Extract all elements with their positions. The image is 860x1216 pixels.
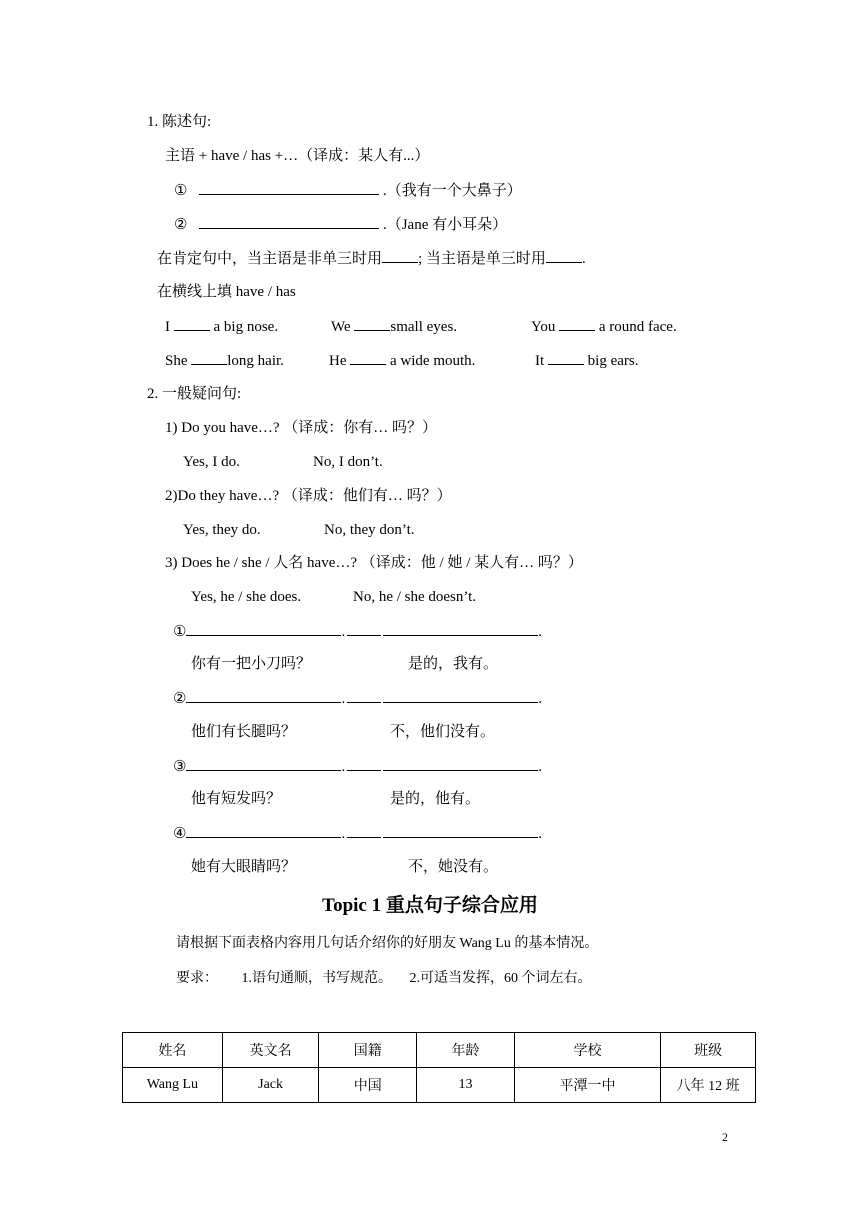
fill-subject: It [535,353,545,369]
translation-exercise-line: ① . . [173,621,542,642]
answer-yes-2: Yes, they do. [183,522,261,538]
exercise-line-2 [174,214,507,235]
fill-object: small eyes. [390,319,458,335]
table-header: 学校 [514,1033,660,1068]
exercise-number: ② [174,217,188,233]
fill-item [165,316,278,337]
fill-object: big ears. [587,353,639,369]
fill-item [331,316,457,337]
fill-subject: I [165,319,170,335]
question-pattern-2: 2)Do they have…? （译成：他们有… 吗？） [165,488,452,504]
answer-no-1: No, I don’t. [313,454,383,470]
fill-object: long hair. [227,353,284,369]
table-cell: Wang Lu [123,1068,223,1103]
answer-no-2: No, they don’t. [324,522,415,538]
answer-blank[interactable] [383,688,538,703]
fill-blank[interactable] [559,316,595,331]
fill-blank[interactable] [191,350,227,365]
fill-item [165,350,284,371]
exercise-hint: .（我有一个大鼻子） [382,183,522,199]
dash-separator [347,828,381,838]
table-cell: 中国 [319,1068,417,1103]
section2-heading: 2. 一般疑问句: [147,386,242,402]
question-pattern-1: 1) Do you have…? （译成：你有… 吗？） [165,420,438,436]
answer-blank[interactable] [383,823,538,838]
topic-title: Topic 1 重点句子综合应用 [322,895,538,916]
fill-blank[interactable] [354,316,390,331]
chinese-question: 你有一把小刀吗？ [191,656,312,672]
answer-blank[interactable] [383,756,538,771]
section1-formula: 主语 + have / has +…（译成：某人有...） [165,148,430,164]
dash-separator [347,626,381,636]
answer-yes-1: Yes, I do. [183,454,240,470]
exercise-number: ④ [173,826,187,842]
translation-exercise-line: ④ . . [173,823,542,844]
requirements-label: 要求： [176,971,218,986]
table-header: 英文名 [222,1033,319,1068]
answer-blank[interactable] [199,214,379,229]
requirements [176,969,592,989]
fill-blank[interactable] [548,350,584,365]
chinese-answer: 是的，他有。 [390,791,481,807]
rule-blank-2[interactable] [546,248,582,263]
rule-end: . [581,251,586,267]
question-blank[interactable] [186,823,341,838]
fill-instruction: 在横线上填 have / has [157,284,296,300]
table-row [123,1068,756,1103]
chinese-question: 他有短发吗？ [191,791,282,807]
exercise-line-1 [174,180,522,201]
exercise-number: ③ [173,759,187,775]
answer-no-3: No, he / she doesn’t. [353,589,477,605]
table-cell: 八年 12 班 [661,1068,756,1103]
fill-item [535,350,639,371]
exercise-number: ① [173,624,187,640]
table-header: 姓名 [123,1033,223,1068]
chinese-question: 她有大眼睛吗？ [191,859,297,875]
table-header: 年龄 [417,1033,515,1068]
exercise-hint: .（Jane 有小耳朵） [382,217,508,233]
table-header: 班级 [661,1033,756,1068]
rule-blank-1[interactable] [382,248,418,263]
translation-exercise-line: ③ . . [173,756,542,777]
answer-blank[interactable] [199,180,379,195]
question-blank[interactable] [186,688,341,703]
table-cell: 13 [417,1068,515,1103]
info-table [122,1032,756,1103]
table-header: 国籍 [319,1033,417,1068]
rule-text-a: 在肯定句中，当主语是非单三时用 [157,251,383,267]
translation-exercise-line: ② . . [173,688,542,709]
page-number: 2 [722,1130,728,1144]
fill-subject: She [165,353,188,369]
answer-yes-3: Yes, he / she does. [191,589,302,605]
section1-heading: 1. 陈述句: [147,114,212,130]
fill-blank[interactable] [350,350,386,365]
fill-subject: We [331,319,351,335]
rule-text-b: ; 当主语是单三时用 [418,251,546,267]
answer-blank[interactable] [383,621,538,636]
chinese-question: 他们有长腿吗？ [191,724,297,740]
question-pattern-3: 3) Does he / she / 人名 have…? （译成：他 / 她 / 某人有… 吗？） [165,555,583,571]
exercise-number: ② [173,691,187,707]
fill-object: a round face. [598,319,677,335]
chinese-answer: 不，他们没有。 [390,724,496,740]
chinese-answer: 是的，我有。 [408,656,499,672]
table-cell: 平潭一中 [514,1068,660,1103]
table-header-row [123,1033,756,1068]
fill-object: a wide mouth. [390,353,476,369]
exercise-number: ① [174,183,188,199]
topic-instruction: 请根据下面表格内容用几句话介绍你的好朋友 Wang Lu 的基本情况。 [176,936,599,951]
fill-blank[interactable] [174,316,210,331]
requirement-2: 2.可适当发挥，60 个词左右。 [409,971,592,986]
fill-subject: He [329,353,347,369]
dash-separator [347,693,381,703]
requirement-1: 1.语句通顺，书写规范。 [241,971,392,986]
table-cell: Jack [222,1068,319,1103]
question-blank[interactable] [186,756,341,771]
fill-item [329,350,475,371]
fill-object: a big nose. [213,319,279,335]
dash-separator [347,761,381,771]
fill-item [531,316,677,337]
chinese-answer: 不，她没有。 [408,859,499,875]
question-blank[interactable] [186,621,341,636]
fill-subject: You [531,319,556,335]
rule-line [157,248,586,269]
